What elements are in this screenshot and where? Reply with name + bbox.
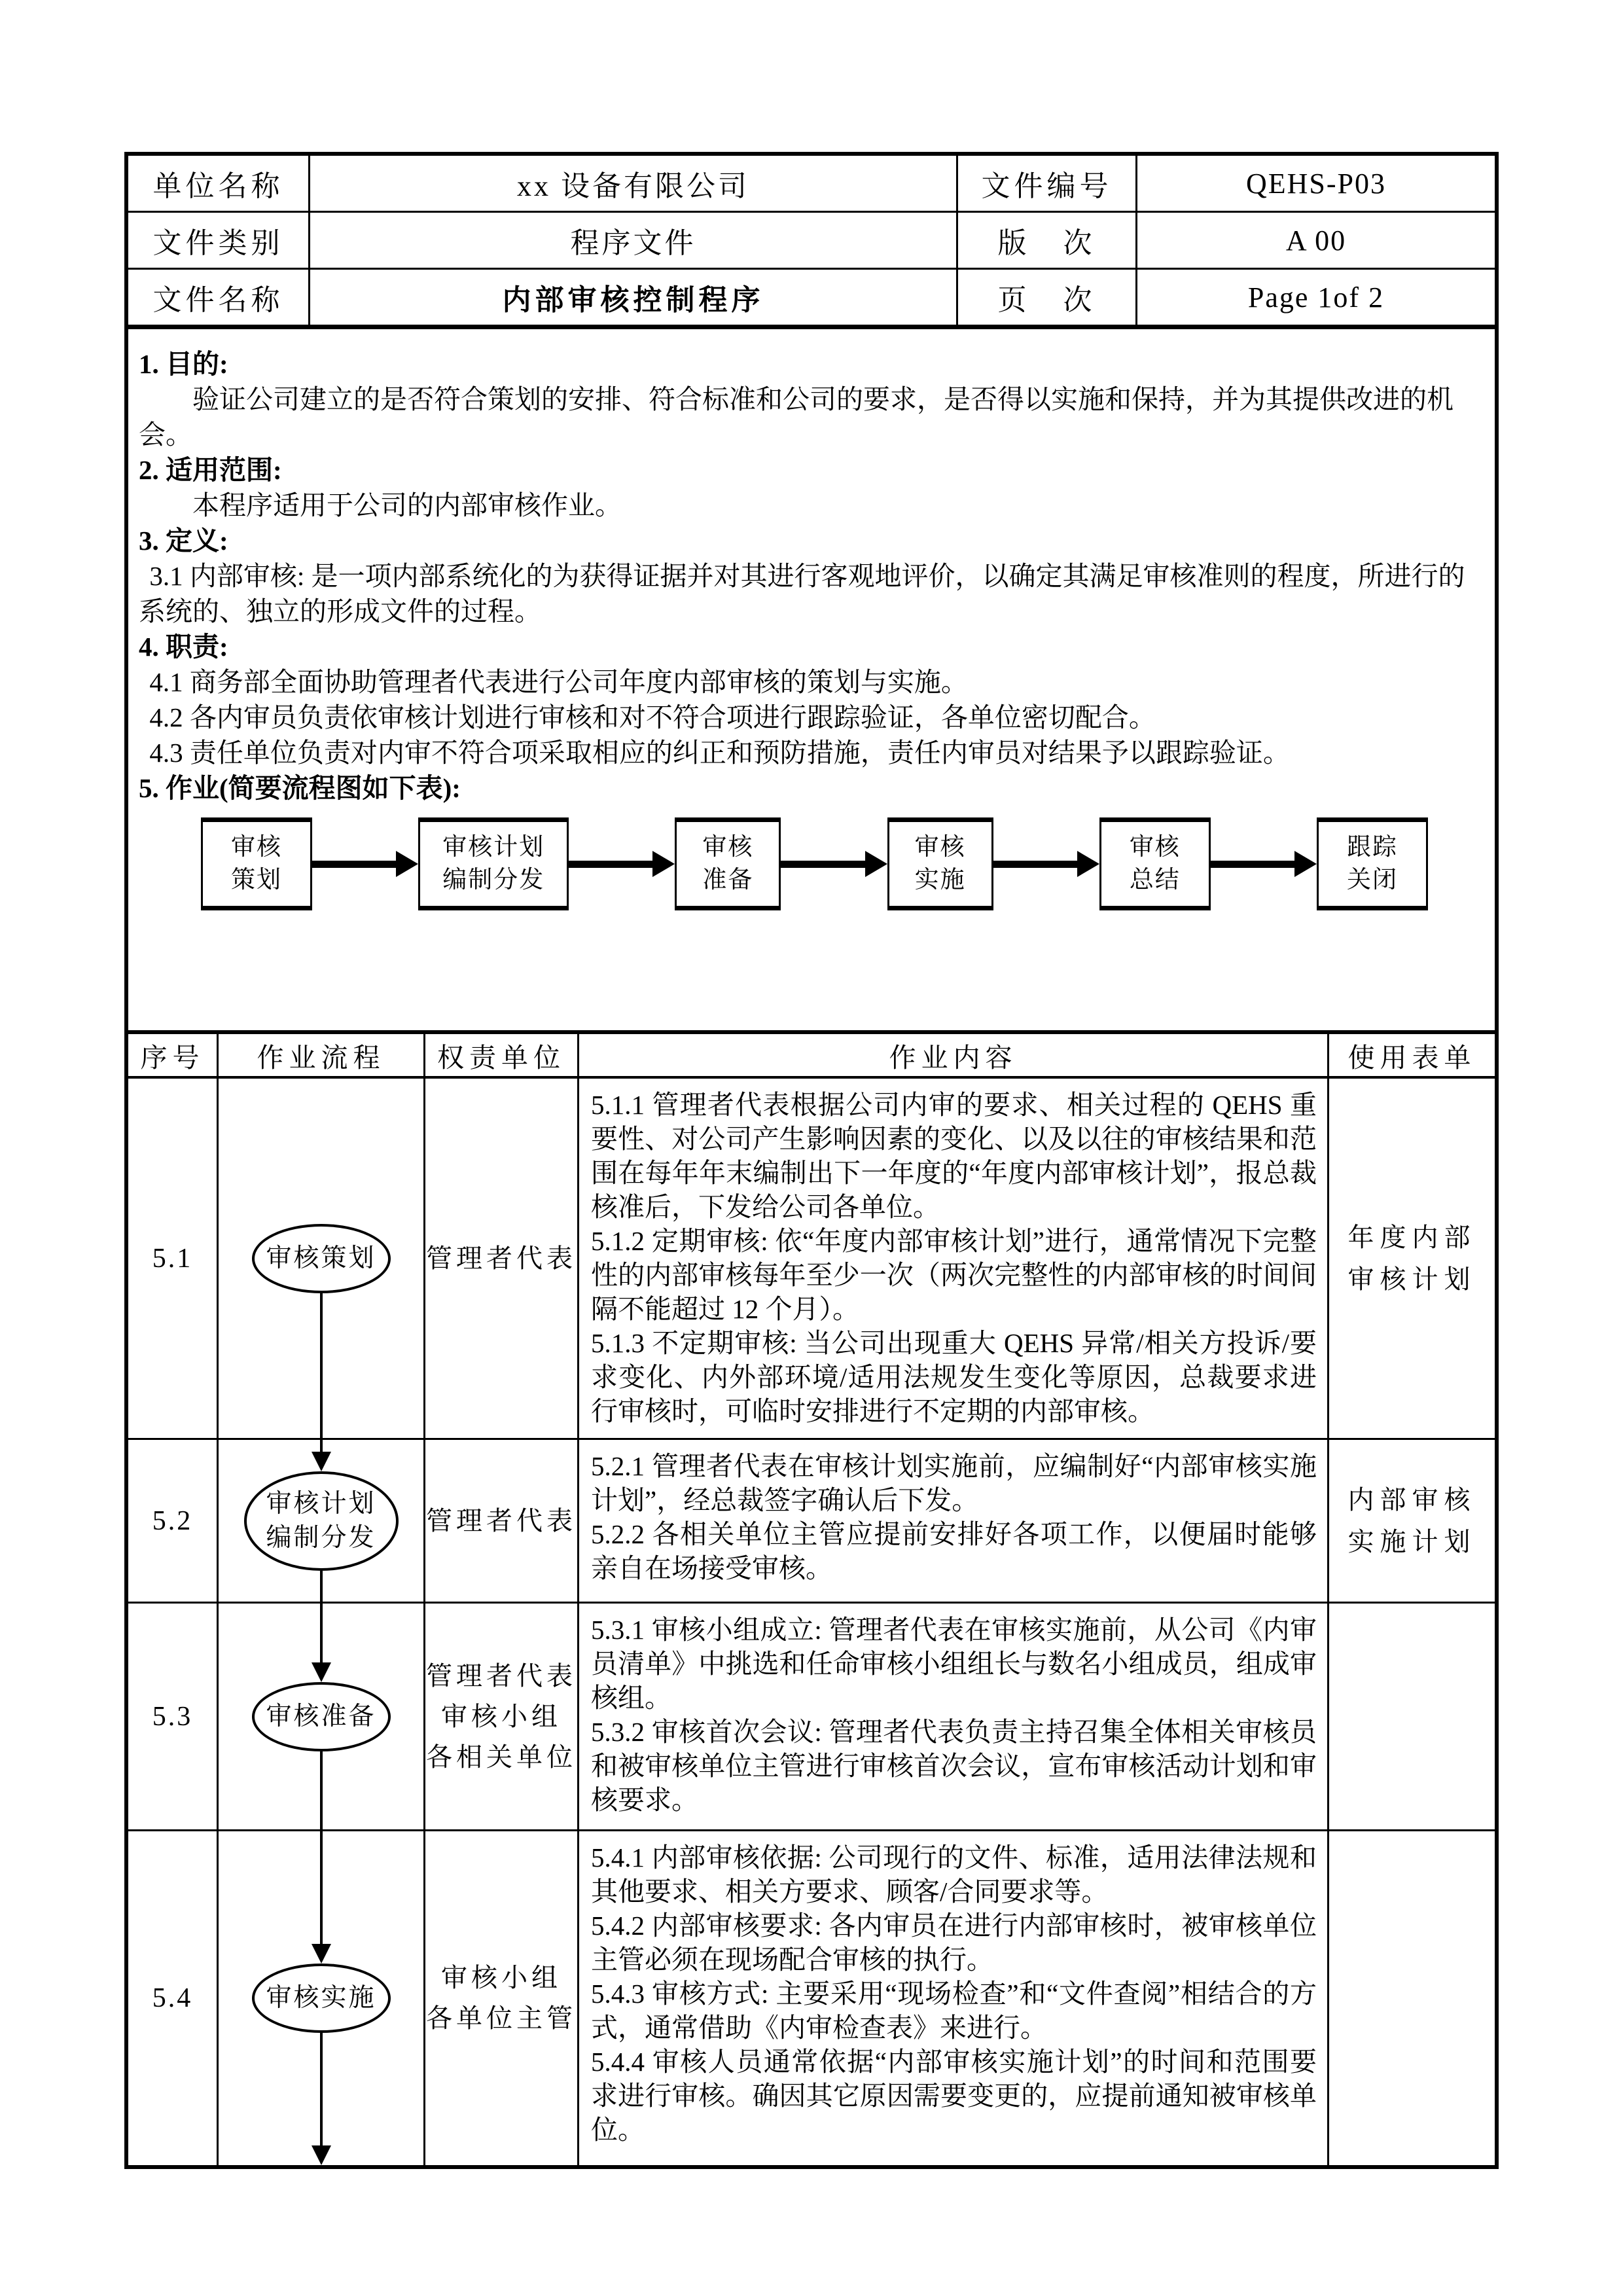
row-unit xyxy=(425,1079,579,1440)
arrow-down-icon xyxy=(312,1452,331,1471)
section-heading-operations: 5. 作业(简要流程图如下表): xyxy=(139,773,461,803)
row-no: 5.3 xyxy=(128,1604,219,1831)
flow-arrow-icon xyxy=(781,851,887,877)
arrow-down-icon xyxy=(312,1662,331,1682)
section-para: 4.3 责任单位负责对内审不符合项采取相应的纠正和预防措施，责任内审员对结果予以跟踪验证。 xyxy=(149,738,1290,768)
flow-step-audit-preparation xyxy=(675,817,781,910)
flow-step-line: 审核 xyxy=(702,834,754,861)
process-table xyxy=(128,1030,1495,2165)
arrow-down-icon xyxy=(312,2145,331,2165)
version-value: A 00 xyxy=(1137,213,1495,270)
section-para: 4.1 商务部全面协助管理者代表进行公司年度内部审核的策划与实施。 xyxy=(149,667,968,697)
row-content xyxy=(579,1831,1329,2165)
content-para: 5.4.4 审核人员通常依据“内部审核实施计划”的时间和范围要求进行审核。确因其它原因需要变更的，应提前通知被审核单位。 xyxy=(591,2047,1317,2145)
row-unit xyxy=(425,1440,579,1604)
table-row-5-3 xyxy=(128,1604,1495,1831)
table-row-5-4 xyxy=(128,1831,1495,2165)
flow-ellipse-audit-planning xyxy=(252,1224,391,1293)
col-header-no: 序号 xyxy=(128,1034,219,1079)
flow-step-line: 编制分发 xyxy=(442,867,545,893)
flow-step-line: 总结 xyxy=(1129,867,1181,893)
section-para: 验证公司建立的是否符合策划的安排、符合标准和公司的要求，是否得以实施和保持，并为其提供改进的机会。 xyxy=(139,384,1454,450)
unit-line: 审核小组 xyxy=(441,1701,562,1731)
flow-step-line: 审核 xyxy=(1129,834,1181,861)
content-para: 5.4.1 内部审核依据: 公司现行的文件、标准，适用法律法规和其他要求、相关方要求、顾客/合同要求等。 xyxy=(591,1842,1317,1907)
flow-step-audit-summary xyxy=(1099,817,1211,910)
flow-arrow-icon xyxy=(993,851,1099,877)
content-para: 5.1.1 管理者代表根据公司内审的要求、相关过程的 QEHS 重要性、对公司产生影响因素的变化、以及以往的审核结果和范围在每年年末编制出下一年度的“年度内部审核计划”，报总裁核准后，下发给公司各单位。 xyxy=(591,1090,1317,1222)
section-heading-scope: 2. 适用范围: xyxy=(139,455,282,485)
document-frame xyxy=(124,152,1499,2169)
section-heading-responsibilities: 4. 职责: xyxy=(139,632,228,662)
flow-step-audit-planning xyxy=(201,817,312,910)
unit-line: 各单位主管 xyxy=(426,2003,577,2033)
arrow-down-icon xyxy=(312,1944,331,1964)
flow-step-plan-distribution xyxy=(418,817,569,910)
col-header-form: 使用表单 xyxy=(1329,1034,1495,1079)
section-para: 4.2 各内审员负责依审核计划进行审核和对不符合项进行跟踪验证，各单位密切配合。 xyxy=(149,702,1156,732)
unit-line: 各相关单位 xyxy=(426,1742,577,1772)
doc-category-value: 程序文件 xyxy=(310,213,958,270)
row-content xyxy=(579,1079,1329,1440)
row-no: 5.4 xyxy=(128,1831,219,2165)
content-para: 5.1.2 定期审核: 依“年度内部审核计划”进行，通常情况下完整性的内部审核每年至少一次（两次完整性的内部审核的时间间隔不能超过 12 个月）。 xyxy=(591,1226,1317,1324)
doc-number-label: 文件编号 xyxy=(958,156,1137,213)
page-value: Page 1of 2 xyxy=(1137,270,1495,327)
flow-arrow-icon xyxy=(569,851,675,877)
row-content xyxy=(579,1604,1329,1831)
row-no: 5.1 xyxy=(128,1079,219,1440)
version-label: 版 次 xyxy=(958,213,1137,270)
col-header-content: 作业内容 xyxy=(579,1034,1329,1079)
flow-step-line: 跟踪 xyxy=(1347,834,1399,861)
section-para: 本程序适用于公司的内部审核作业。 xyxy=(192,490,622,520)
flow-connector xyxy=(219,1293,423,1439)
flow-ellipse-label: 编制分发 xyxy=(266,1523,376,1552)
row-flow-diagram xyxy=(219,1440,425,1604)
unit-line: 审核小组 xyxy=(441,1963,562,1992)
doc-name-label: 文件名称 xyxy=(128,270,310,327)
unit-name-label: 单位名称 xyxy=(128,156,310,213)
summary-flowchart xyxy=(201,817,1428,910)
doc-category-label: 文件类别 xyxy=(128,213,310,270)
row-flow-diagram xyxy=(219,1831,425,2165)
content-para: 5.2.2 各相关单位主管应提前安排好各项工作，以便届时能够亲自在场接受审核。 xyxy=(591,1519,1317,1583)
content-para: 5.4.2 内部审核要求: 各内审员在进行内部审核时，被审核单位主管必须在现场配合审核的执行。 xyxy=(591,1910,1317,1975)
unit-line: 管理者代表 xyxy=(426,1660,577,1691)
flow-ellipse-plan-distribution xyxy=(244,1471,399,1571)
flow-step-line: 审核 xyxy=(231,834,282,861)
doc-number-value: QEHS-P03 xyxy=(1137,156,1495,213)
company-name-value: xx 设备有限公司 xyxy=(310,156,958,213)
row-unit xyxy=(425,1604,579,1831)
process-table-header xyxy=(128,1034,1495,1079)
content-para: 5.3.2 审核首次会议: 管理者代表负责主持召集全体相关审核员和被审核单位主管进行审核首次会议，宣布审核活动计划和审核要求。 xyxy=(591,1717,1317,1815)
unit-line: 管理者代表 xyxy=(426,1243,577,1273)
flow-connector xyxy=(219,1571,423,1602)
row-no: 5.2 xyxy=(128,1440,219,1604)
content-para: 5.4.3 审核方式: 主要采用“现场检查”和“文件查阅”相结合的方式，通常借助《内审检查表》来进行。 xyxy=(591,1979,1317,2043)
row-form xyxy=(1329,1604,1495,1831)
col-header-unit: 权责单位 xyxy=(425,1034,579,1079)
doc-title: 内部审核控制程序 xyxy=(310,270,958,327)
flow-step-line: 关闭 xyxy=(1347,867,1399,893)
table-row-5-2 xyxy=(128,1440,1495,1604)
flow-arrow-icon xyxy=(1211,851,1317,877)
flow-connector xyxy=(219,1751,423,1830)
flow-connector xyxy=(219,1604,423,1682)
flow-connector xyxy=(219,2033,423,2165)
flow-connector xyxy=(219,1079,423,1224)
row-unit xyxy=(425,1831,579,2165)
content-para: 5.3.1 审核小组成立: 管理者代表在审核实施前，从公司《内审员清单》中挑选和任命审核小组组长与数名小组成员，组成审核组。 xyxy=(591,1615,1317,1713)
body-section xyxy=(128,327,1495,1030)
flow-connector xyxy=(219,1440,423,1471)
section-para: 3.1 内部审核: 是一项内部系统化的为获得证据并对其进行客观地评价，以确定其满足审核准则的程度，所进行的系统的、独立的形成文件的过程。 xyxy=(139,561,1465,626)
content-para: 5.1.3 不定期审核: 当公司出现重大 QEHS 异常/相关方投诉/要求变化、内外部环境/适用法规发生变化等原因，总裁要求进行审核时，可临时安排进行不定期的内部审核。 xyxy=(591,1328,1317,1426)
unit-line: 管理者代表 xyxy=(426,1505,577,1535)
flow-connector xyxy=(219,1831,423,1964)
content-para: 5.2.1 管理者代表在审核计划实施前，应编制好“内部审核实施计划”，经总裁签字确认后下发。 xyxy=(591,1451,1317,1515)
flow-step-line: 审核 xyxy=(914,834,966,861)
row-flow-diagram xyxy=(219,1079,425,1440)
row-form xyxy=(1329,1831,1495,2165)
document-header-table xyxy=(128,156,1495,327)
flow-ellipse-label: 审核准备 xyxy=(266,1702,376,1731)
section-heading-definitions: 3. 定义: xyxy=(139,526,228,556)
flow-ellipse-label: 审核计划 xyxy=(266,1489,376,1518)
page-label: 页 次 xyxy=(958,270,1137,327)
flow-ellipse-label: 审核策划 xyxy=(266,1244,376,1272)
section-heading-purpose: 1. 目的: xyxy=(139,349,228,379)
flow-ellipse-label: 审核实施 xyxy=(266,1984,376,2012)
table-row-5-1 xyxy=(128,1079,1495,1440)
flow-ellipse-audit-implementation xyxy=(252,1964,391,2033)
flow-step-line: 实施 xyxy=(914,867,966,893)
flow-arrow-icon xyxy=(312,851,418,877)
flow-step-line: 准备 xyxy=(702,867,754,893)
flow-step-audit-implementation xyxy=(887,817,993,910)
flow-ellipse-audit-preparation xyxy=(252,1682,391,1751)
row-content xyxy=(579,1440,1329,1604)
row-form: 年度内部审核计划 xyxy=(1329,1079,1495,1440)
flow-step-line: 策划 xyxy=(231,867,282,893)
col-header-flow: 作业流程 xyxy=(219,1034,425,1079)
flow-step-line: 审核计划 xyxy=(442,834,545,861)
flow-step-tracking-closure xyxy=(1317,817,1428,910)
row-form: 内部审核实施计划 xyxy=(1329,1440,1495,1604)
row-flow-diagram xyxy=(219,1604,425,1831)
